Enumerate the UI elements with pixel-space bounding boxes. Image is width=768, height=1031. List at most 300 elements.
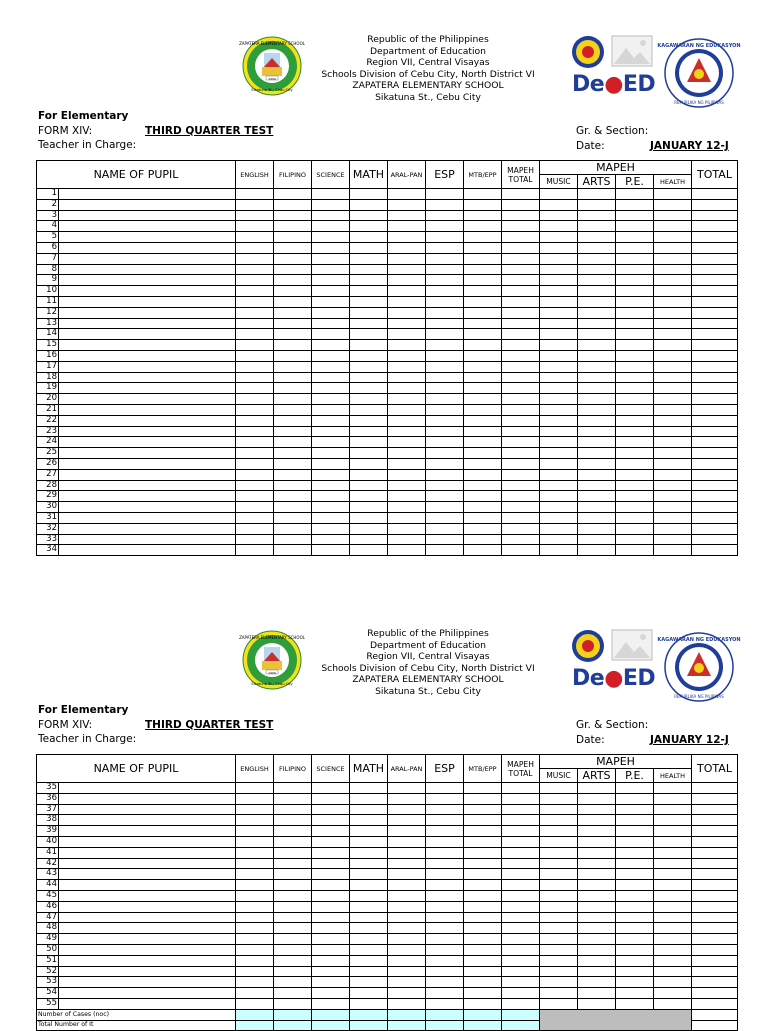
grade-cell[interactable] — [426, 394, 464, 405]
grade-cell[interactable] — [274, 890, 312, 901]
grade-cell[interactable] — [578, 534, 616, 545]
grade-cell[interactable] — [236, 458, 274, 469]
grade-cell[interactable] — [540, 783, 578, 794]
grade-cell[interactable] — [654, 383, 692, 394]
grade-cell[interactable] — [654, 944, 692, 955]
grade-cell[interactable] — [236, 545, 274, 556]
grade-cell[interactable] — [426, 426, 464, 437]
grade-cell[interactable] — [350, 847, 388, 858]
grade-cell[interactable] — [692, 998, 738, 1009]
grade-cell[interactable] — [236, 869, 274, 880]
grade-cell[interactable] — [692, 242, 738, 253]
grade-cell[interactable] — [578, 329, 616, 340]
grade-cell[interactable] — [616, 512, 654, 523]
grade-cell[interactable] — [464, 523, 502, 534]
grade-cell[interactable] — [654, 275, 692, 286]
grade-cell[interactable] — [540, 977, 578, 988]
grade-cell[interactable] — [540, 901, 578, 912]
grade-cell[interactable] — [540, 415, 578, 426]
grade-cell[interactable] — [616, 458, 654, 469]
grade-cell[interactable] — [312, 415, 350, 426]
grade-cell[interactable] — [274, 318, 312, 329]
grade-cell[interactable] — [578, 934, 616, 945]
grade-cell[interactable] — [654, 448, 692, 459]
grade-cell[interactable] — [578, 977, 616, 988]
grade-cell[interactable] — [312, 221, 350, 232]
grade-cell[interactable] — [578, 998, 616, 1009]
grade-cell[interactable] — [502, 329, 540, 340]
grade-cell[interactable] — [350, 858, 388, 869]
grade-cell[interactable] — [312, 793, 350, 804]
grade-cell[interactable] — [59, 998, 236, 1009]
grade-cell[interactable] — [502, 815, 540, 826]
grade-cell[interactable] — [426, 189, 464, 200]
grade-cell[interactable] — [388, 880, 426, 891]
grade-cell[interactable] — [236, 437, 274, 448]
grade-cell[interactable] — [502, 901, 540, 912]
grade-cell[interactable] — [654, 880, 692, 891]
grade-cell[interactable] — [388, 934, 426, 945]
grade-cell[interactable] — [464, 448, 502, 459]
grade-cell[interactable] — [578, 264, 616, 275]
grade-cell[interactable] — [616, 383, 654, 394]
items-cell[interactable] — [350, 1020, 388, 1031]
grade-cell[interactable] — [274, 793, 312, 804]
grade-cell[interactable] — [312, 534, 350, 545]
grade-cell[interactable] — [426, 890, 464, 901]
grade-cell[interactable] — [654, 545, 692, 556]
grade-cell[interactable] — [426, 977, 464, 988]
grade-cell[interactable] — [426, 869, 464, 880]
grade-cell[interactable] — [692, 232, 738, 243]
grade-cell[interactable] — [59, 534, 236, 545]
grade-cell[interactable] — [350, 934, 388, 945]
grade-cell[interactable] — [692, 437, 738, 448]
grade-cell[interactable] — [350, 793, 388, 804]
grade-cell[interactable] — [616, 275, 654, 286]
grade-cell[interactable] — [388, 340, 426, 351]
grade-cell[interactable] — [692, 955, 738, 966]
grade-cell[interactable] — [236, 253, 274, 264]
grade-cell[interactable] — [236, 232, 274, 243]
grade-cell[interactable] — [654, 858, 692, 869]
grade-cell[interactable] — [236, 340, 274, 351]
grade-cell[interactable] — [578, 361, 616, 372]
grade-cell[interactable] — [350, 404, 388, 415]
grade-cell[interactable] — [502, 890, 540, 901]
grade-cell[interactable] — [59, 512, 236, 523]
grade-cell[interactable] — [426, 404, 464, 415]
grade-cell[interactable] — [59, 426, 236, 437]
grade-cell[interactable] — [312, 815, 350, 826]
grade-cell[interactable] — [59, 221, 236, 232]
grade-cell[interactable] — [578, 253, 616, 264]
grade-cell[interactable] — [616, 329, 654, 340]
grade-cell[interactable] — [388, 210, 426, 221]
grade-cell[interactable] — [350, 480, 388, 491]
grade-cell[interactable] — [312, 307, 350, 318]
grade-cell[interactable] — [464, 512, 502, 523]
grade-cell[interactable] — [236, 966, 274, 977]
grade-cell[interactable] — [692, 534, 738, 545]
grade-cell[interactable] — [578, 880, 616, 891]
grade-cell[interactable] — [578, 869, 616, 880]
grade-cell[interactable] — [502, 242, 540, 253]
grade-cell[interactable] — [236, 836, 274, 847]
grade-cell[interactable] — [59, 815, 236, 826]
grade-cell[interactable] — [274, 340, 312, 351]
grade-cell[interactable] — [654, 966, 692, 977]
grade-cell[interactable] — [388, 912, 426, 923]
grade-cell[interactable] — [578, 955, 616, 966]
grade-cell[interactable] — [616, 340, 654, 351]
grade-cell[interactable] — [312, 469, 350, 480]
grade-cell[interactable] — [502, 361, 540, 372]
grade-cell[interactable] — [540, 458, 578, 469]
grade-cell[interactable] — [59, 437, 236, 448]
grade-cell[interactable] — [692, 512, 738, 523]
items-cell[interactable] — [388, 1020, 426, 1031]
grade-cell[interactable] — [540, 286, 578, 297]
grade-cell[interactable] — [274, 437, 312, 448]
noc-cell[interactable] — [426, 1009, 464, 1020]
grade-cell[interactable] — [59, 329, 236, 340]
grade-cell[interactable] — [236, 512, 274, 523]
grade-cell[interactable] — [464, 491, 502, 502]
grade-cell[interactable] — [502, 383, 540, 394]
grade-cell[interactable] — [578, 923, 616, 934]
grade-cell[interactable] — [540, 923, 578, 934]
grade-cell[interactable] — [540, 199, 578, 210]
grade-cell[interactable] — [502, 296, 540, 307]
grade-cell[interactable] — [312, 286, 350, 297]
grade-cell[interactable] — [388, 361, 426, 372]
grade-cell[interactable] — [274, 480, 312, 491]
grade-cell[interactable] — [616, 307, 654, 318]
grade-cell[interactable] — [274, 545, 312, 556]
grade-cell[interactable] — [388, 966, 426, 977]
grade-cell[interactable] — [312, 869, 350, 880]
grade-cell[interactable] — [616, 189, 654, 200]
grade-cell[interactable] — [312, 383, 350, 394]
grade-cell[interactable] — [59, 318, 236, 329]
grade-cell[interactable] — [236, 394, 274, 405]
grade-cell[interactable] — [236, 189, 274, 200]
grade-cell[interactable] — [426, 458, 464, 469]
grade-cell[interactable] — [388, 296, 426, 307]
grade-cell[interactable] — [502, 394, 540, 405]
items-cell[interactable] — [236, 1020, 274, 1031]
grade-cell[interactable] — [426, 534, 464, 545]
grade-cell[interactable] — [692, 944, 738, 955]
grade-cell[interactable] — [540, 998, 578, 1009]
grade-cell[interactable] — [654, 307, 692, 318]
grade-cell[interactable] — [388, 318, 426, 329]
grade-cell[interactable] — [426, 793, 464, 804]
grade-cell[interactable] — [502, 340, 540, 351]
grade-cell[interactable] — [236, 296, 274, 307]
items-cell[interactable] — [464, 1020, 502, 1031]
grade-cell[interactable] — [692, 426, 738, 437]
grade-cell[interactable] — [464, 880, 502, 891]
grade-cell[interactable] — [464, 988, 502, 999]
grade-cell[interactable] — [540, 275, 578, 286]
grade-cell[interactable] — [654, 793, 692, 804]
grade-cell[interactable] — [312, 253, 350, 264]
grade-cell[interactable] — [540, 426, 578, 437]
grade-cell[interactable] — [350, 286, 388, 297]
grade-cell[interactable] — [59, 523, 236, 534]
grade-cell[interactable] — [654, 480, 692, 491]
grade-cell[interactable] — [388, 189, 426, 200]
grade-cell[interactable] — [388, 372, 426, 383]
grade-cell[interactable] — [236, 350, 274, 361]
grade-cell[interactable] — [502, 977, 540, 988]
grade-cell[interactable] — [236, 480, 274, 491]
grade-cell[interactable] — [236, 934, 274, 945]
grade-cell[interactable] — [692, 804, 738, 815]
grade-cell[interactable] — [692, 491, 738, 502]
grade-cell[interactable] — [540, 469, 578, 480]
grade-cell[interactable] — [464, 847, 502, 858]
grade-cell[interactable] — [274, 523, 312, 534]
grade-cell[interactable] — [388, 523, 426, 534]
grade-cell[interactable] — [274, 826, 312, 837]
grade-cell[interactable] — [540, 869, 578, 880]
grade-cell[interactable] — [616, 404, 654, 415]
grade-cell[interactable] — [578, 783, 616, 794]
grade-cell[interactable] — [502, 545, 540, 556]
grade-cell[interactable] — [692, 880, 738, 891]
grade-cell[interactable] — [692, 415, 738, 426]
grade-cell[interactable] — [388, 988, 426, 999]
grade-cell[interactable] — [616, 783, 654, 794]
grade-cell[interactable] — [502, 534, 540, 545]
items-cell[interactable] — [426, 1020, 464, 1031]
grade-cell[interactable] — [502, 307, 540, 318]
grade-cell[interactable] — [464, 783, 502, 794]
grade-cell[interactable] — [578, 296, 616, 307]
grade-cell[interactable] — [274, 426, 312, 437]
grade-cell[interactable] — [502, 480, 540, 491]
grade-cell[interactable] — [578, 491, 616, 502]
grade-cell[interactable] — [426, 955, 464, 966]
grade-cell[interactable] — [388, 242, 426, 253]
grade-cell[interactable] — [654, 836, 692, 847]
grade-cell[interactable] — [464, 890, 502, 901]
items-cell[interactable] — [274, 1020, 312, 1031]
grade-cell[interactable] — [616, 523, 654, 534]
grade-cell[interactable] — [236, 804, 274, 815]
grade-cell[interactable] — [388, 264, 426, 275]
grade-cell[interactable] — [59, 253, 236, 264]
grade-cell[interactable] — [578, 232, 616, 243]
grade-cell[interactable] — [616, 232, 654, 243]
grade-cell[interactable] — [540, 523, 578, 534]
grade-cell[interactable] — [274, 210, 312, 221]
grade-cell[interactable] — [274, 804, 312, 815]
grade-cell[interactable] — [654, 437, 692, 448]
grade-cell[interactable] — [388, 783, 426, 794]
grade-cell[interactable] — [692, 350, 738, 361]
grade-cell[interactable] — [312, 458, 350, 469]
grade-cell[interactable] — [502, 415, 540, 426]
grade-cell[interactable] — [616, 988, 654, 999]
grade-cell[interactable] — [654, 221, 692, 232]
grade-cell[interactable] — [426, 221, 464, 232]
grade-cell[interactable] — [654, 318, 692, 329]
grade-cell[interactable] — [312, 480, 350, 491]
grade-cell[interactable] — [578, 372, 616, 383]
grade-cell[interactable] — [692, 361, 738, 372]
grade-cell[interactable] — [350, 880, 388, 891]
grade-cell[interactable] — [692, 890, 738, 901]
grade-cell[interactable] — [502, 458, 540, 469]
grade-cell[interactable] — [350, 361, 388, 372]
grade-cell[interactable] — [350, 189, 388, 200]
grade-cell[interactable] — [312, 783, 350, 794]
grade-cell[interactable] — [578, 242, 616, 253]
grade-cell[interactable] — [236, 415, 274, 426]
grade-cell[interactable] — [312, 890, 350, 901]
grade-cell[interactable] — [236, 880, 274, 891]
grade-cell[interactable] — [616, 221, 654, 232]
grade-cell[interactable] — [426, 783, 464, 794]
grade-cell[interactable] — [350, 318, 388, 329]
grade-cell[interactable] — [692, 286, 738, 297]
grade-cell[interactable] — [312, 199, 350, 210]
grade-cell[interactable] — [540, 383, 578, 394]
grade-cell[interactable] — [388, 329, 426, 340]
grade-cell[interactable] — [578, 221, 616, 232]
grade-cell[interactable] — [388, 253, 426, 264]
grade-cell[interactable] — [388, 804, 426, 815]
grade-cell[interactable] — [540, 210, 578, 221]
grade-cell[interactable] — [236, 858, 274, 869]
grade-cell[interactable] — [350, 253, 388, 264]
grade-cell[interactable] — [692, 836, 738, 847]
grade-cell[interactable] — [654, 189, 692, 200]
grade-cell[interactable] — [692, 383, 738, 394]
grade-cell[interactable] — [350, 210, 388, 221]
grade-cell[interactable] — [388, 307, 426, 318]
grade-cell[interactable] — [236, 955, 274, 966]
grade-cell[interactable] — [654, 847, 692, 858]
grade-cell[interactable] — [236, 361, 274, 372]
grade-cell[interactable] — [274, 458, 312, 469]
grade-cell[interactable] — [350, 232, 388, 243]
grade-cell[interactable] — [578, 426, 616, 437]
grade-cell[interactable] — [464, 998, 502, 1009]
grade-cell[interactable] — [236, 988, 274, 999]
grade-cell[interactable] — [654, 955, 692, 966]
grade-cell[interactable] — [692, 783, 738, 794]
grade-cell[interactable] — [426, 437, 464, 448]
grade-cell[interactable] — [426, 923, 464, 934]
grade-cell[interactable] — [426, 826, 464, 837]
grade-cell[interactable] — [540, 912, 578, 923]
grade-cell[interactable] — [350, 955, 388, 966]
grade-cell[interactable] — [692, 858, 738, 869]
grade-cell[interactable] — [464, 372, 502, 383]
grade-cell[interactable] — [312, 901, 350, 912]
grade-cell[interactable] — [350, 329, 388, 340]
grade-cell[interactable] — [312, 296, 350, 307]
grade-cell[interactable] — [274, 350, 312, 361]
grade-cell[interactable] — [312, 998, 350, 1009]
grade-cell[interactable] — [274, 275, 312, 286]
grade-cell[interactable] — [59, 923, 236, 934]
grade-cell[interactable] — [236, 847, 274, 858]
grade-cell[interactable] — [540, 242, 578, 253]
grade-cell[interactable] — [236, 426, 274, 437]
grade-cell[interactable] — [540, 847, 578, 858]
grade-cell[interactable] — [616, 955, 654, 966]
grade-cell[interactable] — [502, 847, 540, 858]
grade-cell[interactable] — [59, 448, 236, 459]
grade-cell[interactable] — [312, 826, 350, 837]
grade-cell[interactable] — [502, 944, 540, 955]
grade-cell[interactable] — [502, 232, 540, 243]
grade-cell[interactable] — [426, 350, 464, 361]
grade-cell[interactable] — [312, 426, 350, 437]
grade-cell[interactable] — [312, 858, 350, 869]
grade-cell[interactable] — [236, 199, 274, 210]
grade-cell[interactable] — [350, 415, 388, 426]
grade-cell[interactable] — [654, 977, 692, 988]
grade-cell[interactable] — [236, 275, 274, 286]
grade-cell[interactable] — [616, 847, 654, 858]
grade-cell[interactable] — [312, 502, 350, 513]
grade-cell[interactable] — [426, 242, 464, 253]
grade-cell[interactable] — [654, 502, 692, 513]
grade-cell[interactable] — [578, 966, 616, 977]
grade-cell[interactable] — [578, 793, 616, 804]
grade-cell[interactable] — [502, 804, 540, 815]
noc-cell[interactable] — [502, 1009, 540, 1020]
grade-cell[interactable] — [616, 815, 654, 826]
grade-cell[interactable] — [388, 437, 426, 448]
grade-cell[interactable] — [274, 847, 312, 858]
grade-cell[interactable] — [616, 545, 654, 556]
grade-cell[interactable] — [59, 545, 236, 556]
grade-cell[interactable] — [236, 826, 274, 837]
grade-cell[interactable] — [59, 383, 236, 394]
grade-cell[interactable] — [578, 847, 616, 858]
grade-cell[interactable] — [59, 901, 236, 912]
grade-cell[interactable] — [616, 826, 654, 837]
grade-cell[interactable] — [464, 232, 502, 243]
grade-cell[interactable] — [692, 221, 738, 232]
grade-cell[interactable] — [616, 296, 654, 307]
grade-cell[interactable] — [692, 189, 738, 200]
grade-cell[interactable] — [654, 210, 692, 221]
grade-cell[interactable] — [578, 340, 616, 351]
grade-cell[interactable] — [236, 783, 274, 794]
grade-cell[interactable] — [350, 458, 388, 469]
grade-cell[interactable] — [388, 383, 426, 394]
grade-cell[interactable] — [464, 296, 502, 307]
grade-cell[interactable] — [578, 415, 616, 426]
grade-cell[interactable] — [464, 944, 502, 955]
grade-cell[interactable] — [236, 502, 274, 513]
grade-cell[interactable] — [388, 199, 426, 210]
grade-cell[interactable] — [350, 966, 388, 977]
grade-cell[interactable] — [616, 534, 654, 545]
grade-cell[interactable] — [464, 836, 502, 847]
grade-cell[interactable] — [578, 210, 616, 221]
grade-cell[interactable] — [59, 826, 236, 837]
